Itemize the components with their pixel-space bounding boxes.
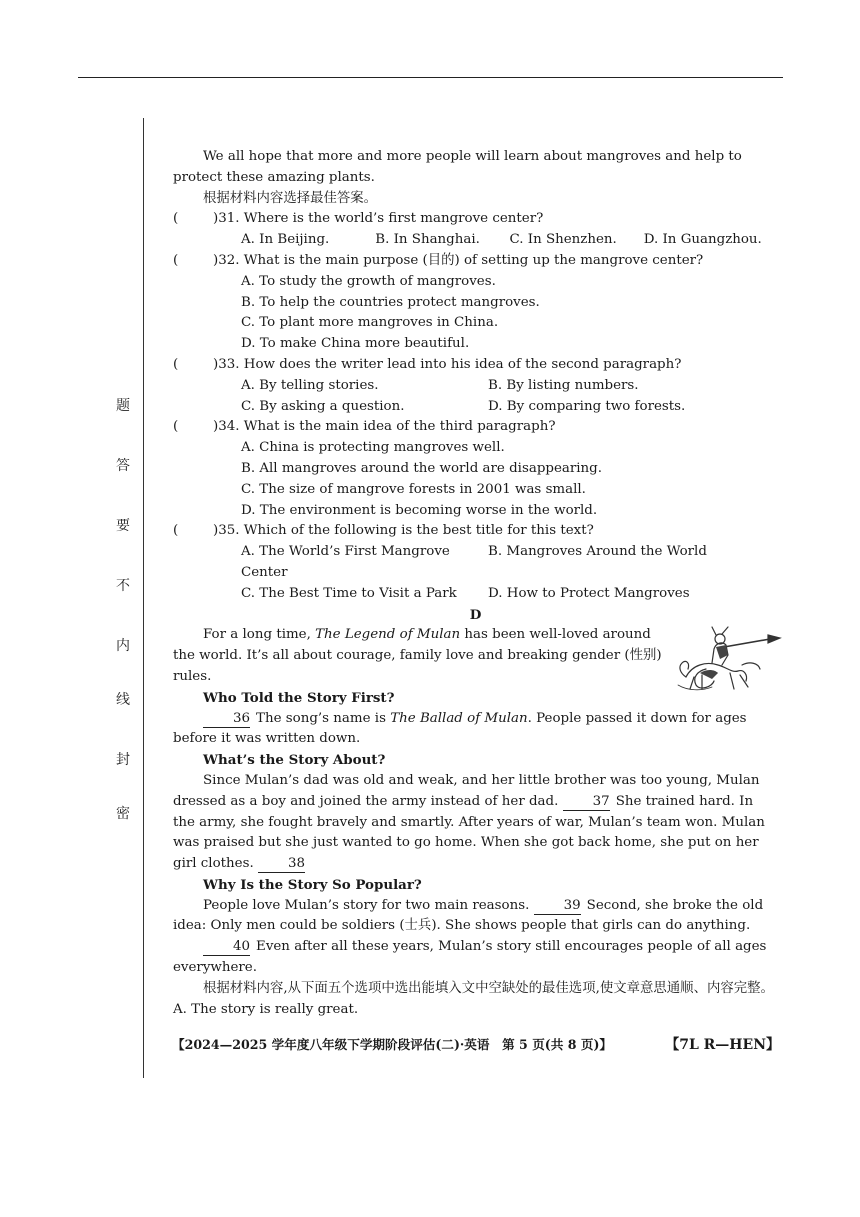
answer-paren[interactable]: ( xyxy=(173,356,179,372)
subheading-why: Why Is the Story So Popular? xyxy=(203,876,422,893)
instruction-d: 根据材料内容,从下面五个选项中选出能填入文中空缺处的最佳选项,使文章意思通顺、内容完整。 xyxy=(203,980,774,996)
intro-text: For a long time, xyxy=(203,627,316,643)
paragraph-text: Since Mulan’s dad was old and weak, and her little brother was too young, Mulan dressed as a boy and joined the army instead of her dad. xyxy=(173,772,760,809)
binding-char: 题 xyxy=(116,398,130,414)
paragraph-text: Second, she broke the old idea: Only men could be soldiers (士兵). She shows people that girls can do anything. xyxy=(173,897,764,934)
paragraph-text: People love Mulan’s story for two main reasons. xyxy=(203,897,530,913)
paragraph-36 xyxy=(173,709,778,751)
paragraph-text: She trained hard. In the army, she fought bravely and smartly. After years of war, Mulan’s team won. Mulan was praised but she just wanted to go home. When she got back home, she put on her girl clothes. xyxy=(173,793,765,872)
intro-title: The Legend of Mulan xyxy=(315,627,461,643)
answer-paren[interactable]: ( xyxy=(173,252,179,268)
option-d: D. The environment is becoming worse in the world. xyxy=(241,502,598,518)
option-d: D. By comparing two forests. xyxy=(488,398,686,414)
question-31 xyxy=(173,209,778,251)
question-stem: )33. How does the writer lead into his idea of the second paragraph? xyxy=(213,356,682,372)
ballad-title: The Ballad of Mulan xyxy=(390,710,528,726)
blank-39[interactable]: 39 xyxy=(534,898,581,915)
choice-a: A. The story is really great. xyxy=(173,1001,359,1017)
paragraph-text: . People passed it down for ages before it was written down. xyxy=(173,710,747,747)
blank-38[interactable]: 38 xyxy=(258,856,305,873)
binding-char: 封 xyxy=(116,752,130,768)
question-35 xyxy=(173,521,778,604)
option-a: A. By telling stories. xyxy=(241,377,379,393)
option-c: C. To plant more mangroves in China. xyxy=(241,315,499,331)
binding-char: 内 xyxy=(116,638,130,654)
option-a: A. To study the growth of mangroves. xyxy=(241,273,496,289)
option-b: B. All mangroves around the world are disappearing. xyxy=(241,460,603,476)
option-d: D. In Guangzhou. xyxy=(643,232,762,248)
question-stem: )34. What is the main idea of the third paragraph? xyxy=(213,419,556,435)
page-footer xyxy=(172,1034,780,1054)
option-b: B. In Shanghai. xyxy=(375,232,480,248)
question-stem: )31. Where is the world’s first mangrove center? xyxy=(213,211,544,227)
top-rule xyxy=(78,77,783,78)
paragraph-37-38 xyxy=(173,771,778,875)
answer-paren[interactable]: ( xyxy=(173,419,179,435)
question-32 xyxy=(173,251,778,355)
option-b: B. To help the countries protect mangroves. xyxy=(241,294,540,310)
option-a: A. In Beijing. xyxy=(241,232,330,248)
option-c: C. In Shenzhen. xyxy=(509,232,617,248)
question-stem: )35. Which of the following is the best title for this text? xyxy=(213,523,594,539)
blank-37[interactable]: 37 xyxy=(563,794,610,811)
paragraph-40 xyxy=(173,937,778,979)
binding-char: 要 xyxy=(116,518,130,534)
intro-text: has been well-loved around the world. It’s all about courage, family love and breaking gender (性别) rules. xyxy=(173,627,662,684)
option-b: B. Mangroves Around the World xyxy=(488,544,707,560)
footer-code: 【7L R—HEN】 xyxy=(665,1037,780,1053)
option-b: B. By listing numbers. xyxy=(488,377,639,393)
binding-char: 线 xyxy=(116,692,130,708)
binding-line xyxy=(143,118,144,1078)
mulan-intro xyxy=(173,625,778,687)
section-d-heading: D xyxy=(469,606,482,623)
paragraph-text: Even after all these years, Mulan’s story still encourages people of all ages everywhere. xyxy=(173,939,767,976)
option-a: A. The World’s First Mangrove Center xyxy=(241,544,450,580)
binding-char: 答 xyxy=(116,458,130,474)
footer-exam-info: 【2024—2025 学年度八年级下学期阶段评估(二)·英语 第 5 页(共 8 页)】 xyxy=(172,1037,613,1052)
option-c: C. The size of mangrove forests in 2001 was small. xyxy=(241,481,586,497)
page-content xyxy=(173,147,778,1020)
blank-36[interactable]: 36 xyxy=(203,711,250,728)
option-c: C. The Best Time to Visit a Park xyxy=(241,585,457,601)
binding-char: 不 xyxy=(116,578,130,594)
answer-paren[interactable]: ( xyxy=(173,211,179,227)
question-34 xyxy=(173,417,778,521)
subheading-who: Who Told the Story First? xyxy=(203,689,395,706)
option-d: D. How to Protect Mangroves xyxy=(488,585,690,601)
question-stem: )32. What is the main purpose (目的) of setting up the mangrove center? xyxy=(213,252,704,268)
option-a: A. China is protecting mangroves well. xyxy=(241,440,505,456)
instruction-c: 根据材料内容选择最佳答案。 xyxy=(203,190,378,206)
closing-paragraph: We all hope that more and more people will learn about mangroves and help to protect these amazing plants. xyxy=(173,149,742,185)
answer-paren[interactable]: ( xyxy=(173,523,179,539)
mulan-warrior-illustration xyxy=(672,625,784,693)
option-d: D. To make China more beautiful. xyxy=(241,336,470,352)
subheading-what: What’s the Story About? xyxy=(203,752,386,769)
option-c: C. By asking a question. xyxy=(241,398,405,414)
paragraph-text: The song’s name is xyxy=(256,710,391,726)
binding-char: 密 xyxy=(116,806,130,822)
question-33 xyxy=(173,355,778,417)
blank-40[interactable]: 40 xyxy=(203,939,250,956)
paragraph-39 xyxy=(173,896,778,938)
